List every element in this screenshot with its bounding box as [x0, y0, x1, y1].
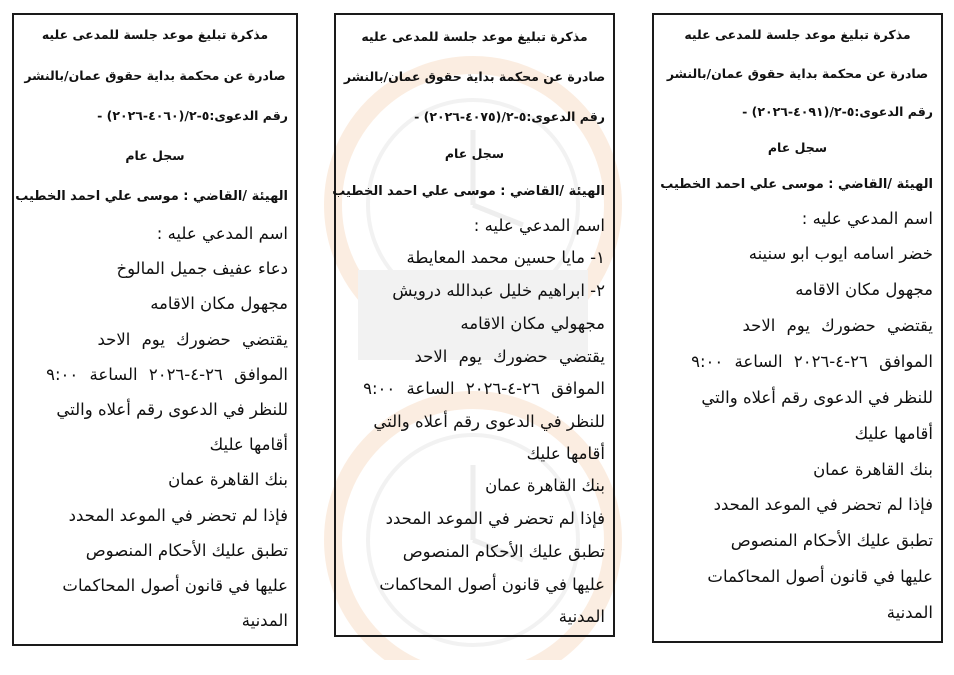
- case-reference-line: للنظر في الدعوى رقم أعلاه والتي: [56, 400, 288, 419]
- judge-line: الهيئة /القاضي : موسى علي احمد الخطيب: [15, 189, 288, 204]
- warning-line-3: عليها في قانون أصول المحاكمات: [707, 567, 933, 586]
- defendant-name-2: ٢- ابراهيم خليل عبدالله درويش: [392, 281, 605, 300]
- filed-by-line: أقامها عليك: [526, 444, 605, 463]
- warning-line-1: فإذا لم تحضر في الموعد المحدد: [713, 495, 933, 514]
- court-line: صادرة عن محكمة بداية حقوق عمان/بالنشر: [24, 68, 286, 83]
- warning-line-2: تطبق عليك الأحكام المنصوص: [402, 542, 605, 561]
- defendant-label: اسم المدعي عليه :: [156, 224, 288, 243]
- notice-left: [12, 13, 298, 646]
- notice-title: مذكرة تبليغ موعد جلسة للمدعى عليه: [361, 29, 588, 44]
- residence-status: مجهول مكان الاقامه: [795, 280, 933, 299]
- warning-line-4: المدنية: [886, 603, 933, 622]
- plaintiff-name: بنك القاهرة عمان: [813, 460, 933, 479]
- notice-title: مذكرة تبليغ موعد جلسة للمدعى عليه: [684, 27, 911, 42]
- defendant-name: دعاء عفيف جميل المالوخ: [116, 259, 288, 278]
- warning-line-1: فإذا لم تحضر في الموعد المحدد: [68, 506, 288, 525]
- warning-line-3: عليها في قانون أصول المحاكمات: [62, 576, 288, 595]
- plaintiff-name: بنك القاهرة عمان: [485, 476, 605, 495]
- warning-line-4: المدنية: [241, 611, 288, 630]
- appearance-line: يقتضي حضورك يوم الاحد: [97, 330, 288, 349]
- case-number: رقم الدعوى:٥-٢/(٤٠٦٠-٢٠٢٦) -: [97, 108, 288, 123]
- defendant-label: اسم المدعي عليه :: [801, 209, 933, 228]
- record-type: سجل عام: [125, 148, 185, 163]
- defendant-name: خضر اسامه ايوب ابو سنينه: [748, 244, 933, 263]
- court-line: صادرة عن محكمة بداية حقوق عمان/بالنشر: [666, 66, 929, 81]
- record-type: سجل عام: [767, 140, 828, 155]
- residence-status: مجهولي مكان الاقامه: [460, 314, 605, 333]
- appearance-line: يقتضي حضورك يوم الاحد: [414, 347, 605, 366]
- notice-title: مذكرة تبليغ موعد جلسة للمدعى عليه: [41, 27, 269, 42]
- case-reference-line: للنظر في الدعوى رقم أعلاه والتي: [373, 412, 605, 431]
- warning-line-4: المدنية: [558, 607, 605, 626]
- court-line: صادرة عن محكمة بداية حقوق عمان/بالنشر: [343, 69, 606, 84]
- warning-line-2: تطبق عليك الأحكام المنصوص: [730, 531, 933, 550]
- notice-right: [652, 13, 943, 643]
- judge-line: الهيئة /القاضي : موسى علي احمد الخطيب: [332, 184, 605, 199]
- case-reference-line: للنظر في الدعوى رقم أعلاه والتي: [701, 388, 933, 407]
- warning-line-2: تطبق عليك الأحكام المنصوص: [85, 541, 288, 560]
- case-number: رقم الدعوى:٥-٢/(٤٠٧٥-٢٠٢٦) -: [414, 109, 605, 124]
- judge-line: الهيئة /القاضي : موسى علي احمد الخطيب: [660, 177, 933, 192]
- hearing-date: الموافق ٢٦-٤-٢٠٢٦ الساعة ٩:٠٠: [691, 352, 933, 371]
- plaintiff-name: بنك القاهرة عمان: [168, 470, 288, 489]
- notice-middle: [334, 13, 615, 637]
- case-number: رقم الدعوى:٥-٢/(٤٠٩١-٢٠٢٦) -: [742, 104, 933, 119]
- defendant-name-1: ١- مايا حسين محمد المعايطة: [406, 248, 605, 267]
- record-type: سجل عام: [444, 146, 505, 161]
- hearing-date: الموافق ٢٦-٤-٢٠٢٦ الساعة ٩:٠٠: [363, 379, 605, 398]
- warning-line-3: عليها في قانون أصول المحاكمات: [379, 575, 605, 594]
- defendant-label: اسم المدعي عليه :: [473, 216, 605, 235]
- filed-by-line: أقامها عليك: [854, 424, 933, 443]
- warning-line-1: فإذا لم تحضر في الموعد المحدد: [385, 509, 605, 528]
- appearance-line: يقتضي حضورك يوم الاحد: [742, 316, 933, 335]
- hearing-date: الموافق ٢٦-٤-٢٠٢٦ الساعة ٩:٠٠: [46, 365, 288, 384]
- filed-by-line: أقامها عليك: [209, 435, 288, 454]
- residence-status: مجهول مكان الاقامه: [150, 294, 288, 313]
